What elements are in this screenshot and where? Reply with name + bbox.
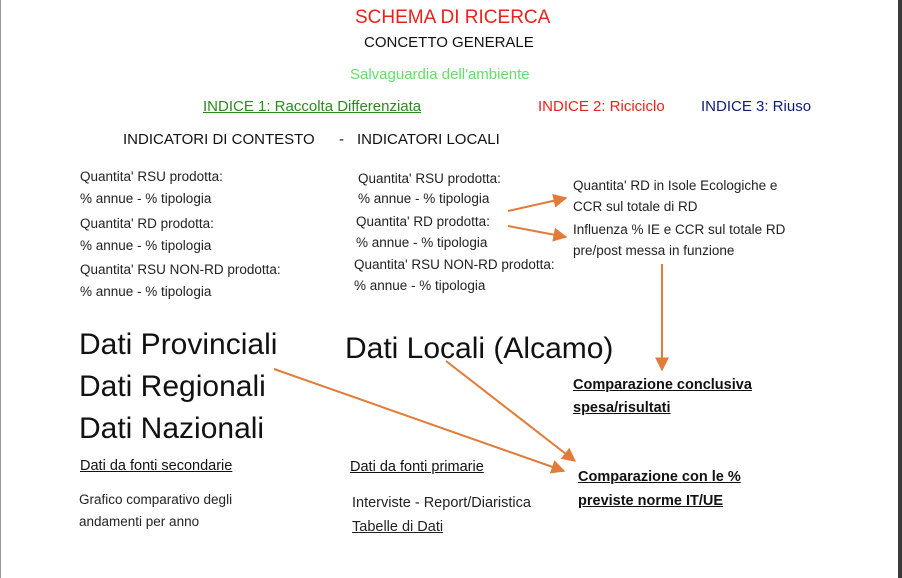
- dati-nazionali: Dati Nazionali: [79, 412, 265, 445]
- primary-sources-heading: Dati da fonti primarie: [350, 459, 484, 475]
- conclusion-spend-line2: spesa/risultati: [573, 400, 671, 416]
- primary-desc-line1: Interviste - Report/Diaristica: [352, 495, 531, 511]
- dati-locali: Dati Locali (Alcamo): [345, 332, 614, 365]
- dati-provinciali: Dati Provinciali: [79, 328, 278, 361]
- local-nonrd-detail: % annue - % tipologia: [354, 278, 486, 293]
- local-rsu-title: Quantita' RSU prodotta:: [358, 171, 501, 186]
- rd-influence-line1: Influenza % IE e CCR sul totale RD: [573, 222, 786, 237]
- index-2-label: INDICE 2: Riciciclo: [538, 98, 665, 115]
- index-1-label: INDICE 1: Raccolta Differenziata: [203, 98, 422, 115]
- rd-influence-line2: pre/post messa in funzione: [573, 243, 735, 258]
- secondary-desc-line2: andamenti per anno: [79, 514, 200, 529]
- context-indicators-heading: INDICATORI DI CONTESTO: [123, 131, 315, 148]
- conclusion-norms-line2: previste norme IT/UE: [578, 493, 724, 509]
- context-nonrd-title: Quantita' RSU NON-RD prodotta:: [80, 262, 281, 277]
- local-rsu-detail: % annue - % tipologia: [358, 191, 490, 206]
- context-rd-title: Quantita' RD prodotta:: [80, 216, 214, 231]
- concept-subtitle: CONCETTO GENERALE: [364, 34, 534, 51]
- arrow-rd-to-ecological-islands: [508, 198, 566, 211]
- indicators-separator: -: [339, 131, 344, 148]
- local-indicators-heading: INDICATORI LOCALI: [357, 131, 500, 148]
- local-rd-title: Quantita' RD prodotta:: [356, 214, 490, 229]
- dati-regionali: Dati Regionali: [79, 370, 266, 403]
- arrow-rd-to-influence: [508, 226, 566, 237]
- context-rsu-detail: % annue - % tipologia: [80, 191, 212, 206]
- rd-ecological-islands-line1: Quantita' RD in Isole Ecologiche e: [573, 178, 778, 193]
- schema-title: SCHEMA DI RICERCA: [355, 7, 551, 28]
- index-3-label: INDICE 3: Riuso: [701, 98, 812, 115]
- local-rd-detail: % annue - % tipologia: [356, 235, 488, 250]
- local-nonrd-title: Quantita' RSU NON-RD prodotta:: [354, 257, 555, 272]
- general-concept: Salvaguardia dell'ambiente: [350, 66, 530, 83]
- secondary-sources-heading: Dati da fonti secondarie: [80, 458, 233, 474]
- context-nonrd-detail: % annue - % tipologia: [80, 284, 212, 299]
- arrow-locali-to-norms: [446, 361, 575, 461]
- context-rd-detail: % annue - % tipologia: [80, 238, 212, 253]
- context-rsu-title: Quantita' RSU prodotta:: [80, 169, 223, 184]
- secondary-desc-line1: Grafico comparativo degli: [79, 492, 233, 507]
- primary-desc-line2: Tabelle di Dati: [352, 519, 444, 535]
- conclusion-spend-line1: Comparazione conclusiva: [573, 377, 752, 393]
- conclusion-norms-line1: Comparazione con le %: [578, 469, 741, 485]
- rd-ecological-islands-line2: CCR sul totale di RD: [573, 199, 698, 214]
